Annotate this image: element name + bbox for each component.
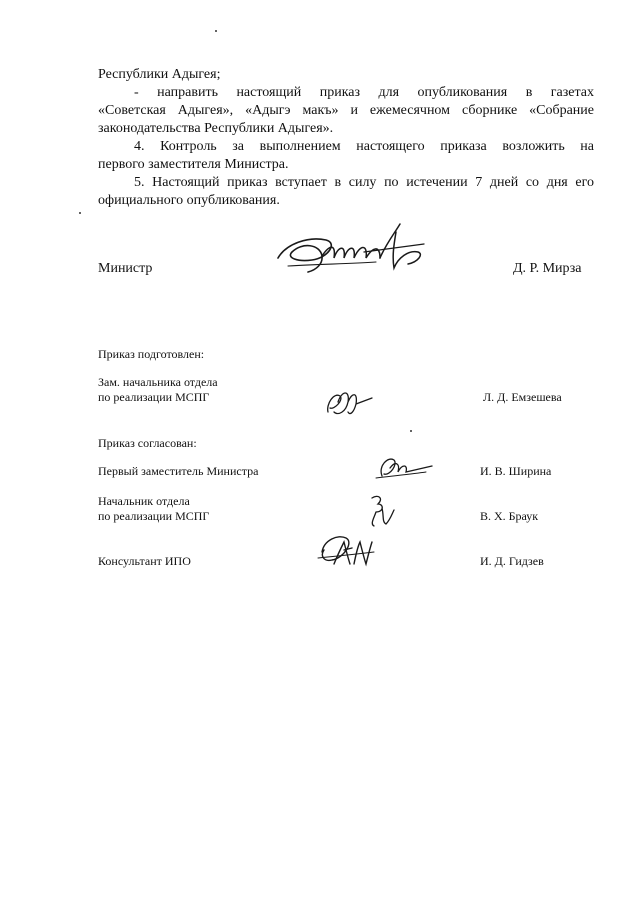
prepared-position-line2: по реализации МСПГ bbox=[98, 390, 210, 404]
scan-speck bbox=[215, 30, 217, 32]
body-line-1: Республики Адыгея; bbox=[98, 67, 221, 82]
agreed-signer-3-signature bbox=[314, 528, 380, 574]
agreed-signer-1-signature bbox=[372, 450, 438, 484]
prepared-signature bbox=[320, 382, 380, 420]
agreed-signer-2-name: В. Х. Браук bbox=[480, 509, 539, 523]
body-line-2: - направить настоящий приказ для опубликования в газетах bbox=[134, 85, 594, 100]
agreed-signer-1-position: Первый заместитель Министра bbox=[98, 464, 259, 478]
body-line-8: официального опубликования. bbox=[98, 193, 280, 208]
minister-name: Д. Р. Мирза bbox=[513, 261, 582, 276]
scan-speck bbox=[410, 430, 412, 432]
agreed-signer-1-name: И. В. Ширина bbox=[480, 464, 552, 478]
agreed-signer-2-position-line1: Начальник отдела bbox=[98, 494, 190, 508]
agreed-signer-2-position-line2: по реализации МСПГ bbox=[98, 509, 210, 523]
body-line-7: 5. Настоящий приказ вступает в силу по истечении 7 дней со дня его bbox=[134, 175, 594, 190]
body-line-5: 4. Контроль за выполнением настоящего приказа возложить на bbox=[134, 139, 594, 154]
body-line-6: первого заместителя Министра. bbox=[98, 157, 289, 172]
prepared-position-line1: Зам. начальника отдела bbox=[98, 375, 218, 389]
agreed-heading: Приказ согласован: bbox=[98, 436, 197, 450]
minister-signature bbox=[268, 214, 438, 282]
body-line-4: законодательства Республики Адыгея». bbox=[98, 121, 334, 136]
minister-title: Министр bbox=[98, 261, 153, 276]
body-line-3: «Советская Адыгея», «Адыгэ макъ» и ежемесячном сборнике «Собрание bbox=[98, 103, 594, 118]
agreed-signer-2-signature bbox=[362, 490, 402, 530]
scan-speck bbox=[79, 212, 81, 214]
agreed-signer-3-position: Консультант ИПО bbox=[98, 554, 191, 568]
prepared-name: Л. Д. Емзешева bbox=[483, 390, 562, 404]
agreed-signer-3-name: И. Д. Гидзев bbox=[480, 554, 544, 568]
prepared-heading: Приказ подготовлен: bbox=[98, 347, 205, 361]
